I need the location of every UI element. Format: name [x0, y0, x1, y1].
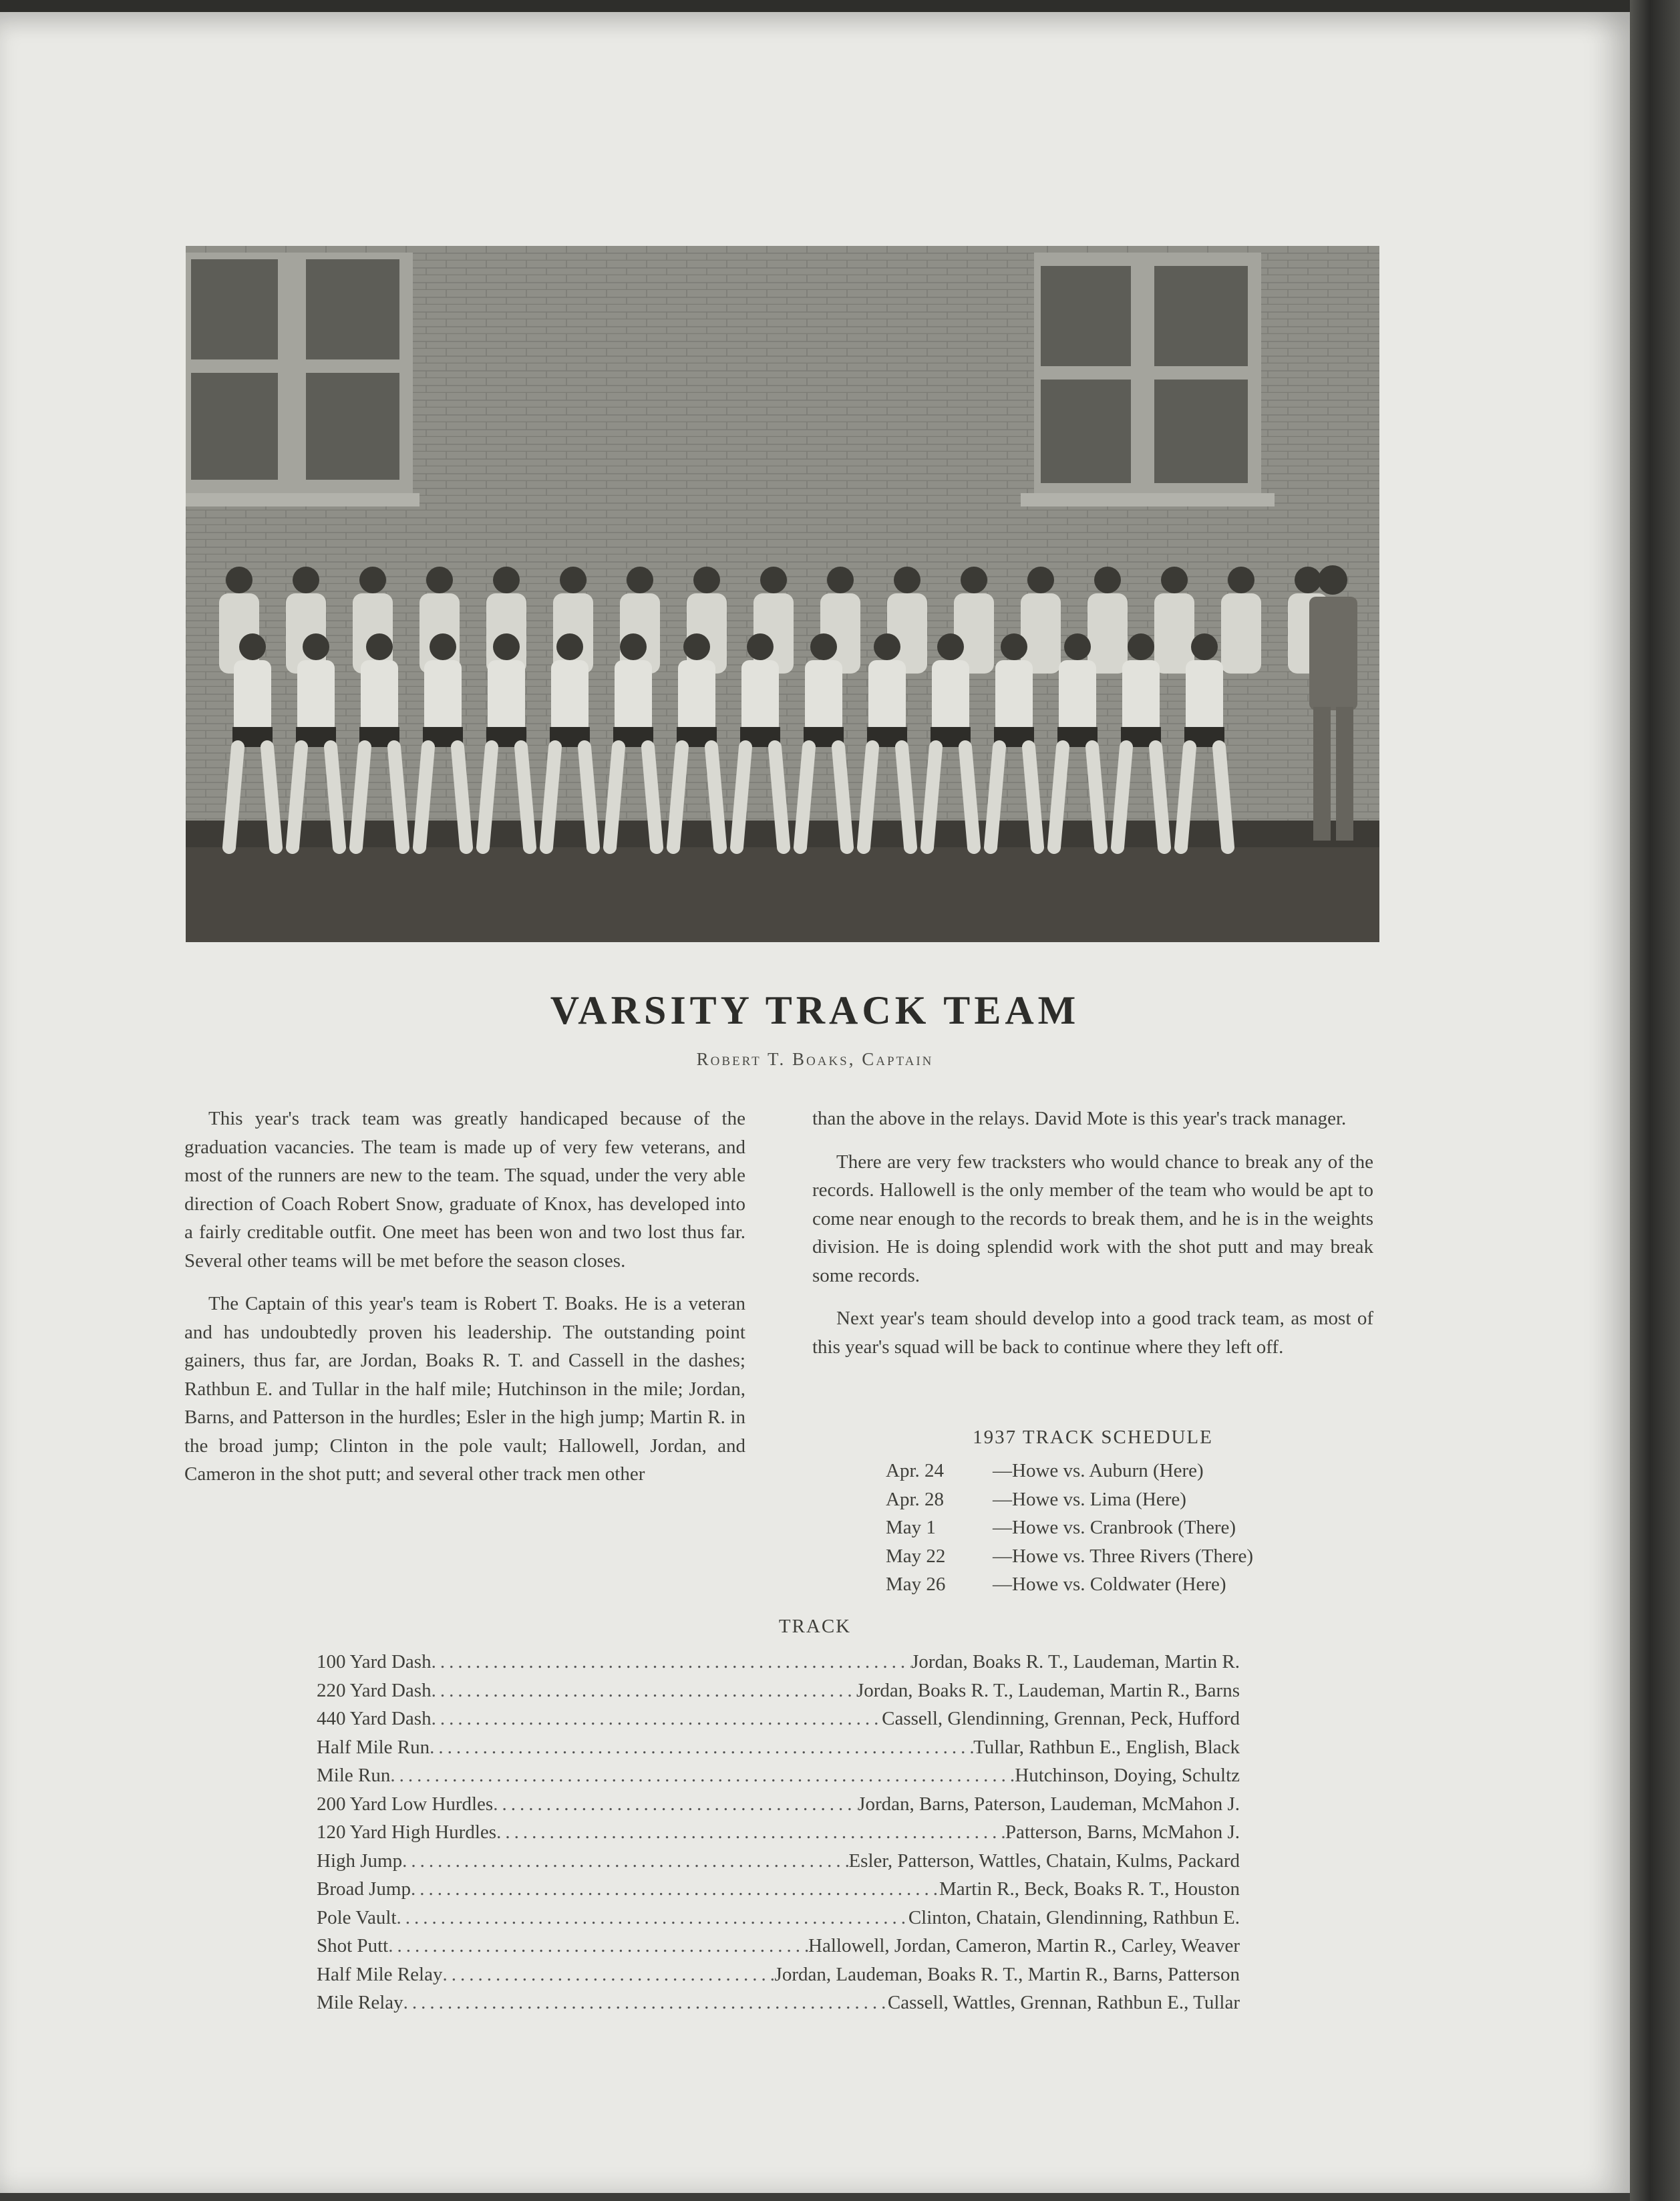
left-column: [184, 1105, 745, 1503]
track-event-row: [317, 1648, 1240, 1676]
track-event-row: [317, 1847, 1240, 1876]
right-column: [812, 1105, 1373, 1376]
track-event-row: [317, 1818, 1240, 1847]
page-subtitle: Robert T. Boaks, Captain: [696, 1049, 934, 1069]
track-event-row: [317, 1904, 1240, 1932]
leader-dots: [432, 1705, 882, 1733]
leader-dots: [402, 1847, 848, 1876]
schedule-event: Howe vs. Cranbrook (There): [1012, 1517, 1236, 1538]
track-event-row: [317, 1790, 1240, 1819]
schedule-list: [886, 1457, 1253, 1599]
schedule-date: May 22: [886, 1545, 946, 1567]
paragraph: There are very few tracksters who would chance to break any of the records. Hallowell is the only member of the team who would be apt to come near enough to the records to break them, and he is in the weights division. He is doing splendid work with the shot putt and may break some records.: [812, 1151, 1373, 1286]
track-event-row: [317, 1932, 1240, 1960]
schedule-date: Apr. 28: [886, 1488, 944, 1510]
team-photo-image: [186, 246, 1379, 942]
schedule-title: 1937 TRACK SCHEDULE: [973, 1427, 1213, 1448]
schedule-date: May 1: [886, 1517, 936, 1538]
team-photo: [186, 246, 1379, 942]
event-name: Half Mile Run: [317, 1736, 430, 1758]
track-event-row: [317, 1705, 1240, 1733]
yearbook-page: [0, 12, 1630, 2193]
event-name: Half Mile Relay: [317, 1963, 443, 1985]
event-athletes: Jordan, Boaks R. T., Laudeman, Martin R., Barns: [856, 1679, 1240, 1701]
schedule-event: Howe vs. Lima (Here): [1012, 1488, 1186, 1510]
page-title: VARSITY TRACK TEAM: [550, 988, 1080, 1032]
event-name: Shot Putt: [317, 1935, 389, 1956]
event-name: 100 Yard Dash: [317, 1651, 432, 1672]
schedule-item: May 22 —Howe vs. Three Rivers (There): [886, 1542, 1253, 1571]
leader-dots: [403, 1989, 888, 2017]
event-athletes: Jordan, Laudeman, Boaks R. T., Martin R., Barns, Patterson: [774, 1963, 1240, 1985]
schedule-item: Apr. 24 —Howe vs. Auburn (Here): [886, 1457, 1253, 1485]
event-athletes: Tullar, Rathbun E., English, Black: [973, 1736, 1240, 1758]
leader-dots: [388, 1932, 808, 1960]
leader-dots: [411, 1875, 939, 1904]
event-name: 440 Yard Dash: [317, 1708, 432, 1729]
paragraph: Next year's team should develop into a good track team, as most of this year's squad will be back to continue where they left off.: [812, 1308, 1373, 1358]
event-athletes: Clinton, Chatain, Glendinning, Rathbun E.: [908, 1906, 1240, 1928]
leader-dots: [390, 1761, 1015, 1790]
leader-dots: [496, 1818, 1005, 1847]
event-athletes: Hutchinson, Doying, Schultz: [1015, 1765, 1240, 1786]
schedule-item: Apr. 28 —Howe vs. Lima (Here): [886, 1485, 1253, 1514]
leader-dots: [442, 1960, 774, 1989]
event-name: High Jump: [317, 1850, 403, 1872]
event-name: Broad Jump: [317, 1878, 411, 1900]
track-event-row: [317, 1875, 1240, 1904]
track-title: TRACK: [778, 1616, 852, 1637]
top-edge: [0, 0, 1680, 12]
paragraph: The Captain of this year's team is Robert T. Boaks. He is a veteran and has undoubtedly proven his leadership. The outstanding point gainers, thus far, are Jordan, Boaks R. T. and Cassell in the dashes; Rathbun E. and Tullar in the half mile; Hutchinson in the mile; Jordan, Barns, and Patterson in the hurdles; Esler in the high jump; Martin R. in the broad jump; Clinton in the pole vault; Hallowell, Jordan, and Cameron in the shot putt; and several other track men other: [184, 1293, 745, 1485]
event-name: 220 Yard Dash: [317, 1679, 432, 1701]
leader-dots: [493, 1790, 858, 1819]
schedule-event: Howe vs. Three Rivers (There): [1012, 1545, 1254, 1567]
paragraph: than the above in the relays. David Mote is this year's track manager.: [812, 1108, 1347, 1129]
event-name: Mile Relay: [317, 1992, 403, 2013]
window-right: [1021, 253, 1275, 506]
schedule-event: Howe vs. Auburn (Here): [1012, 1460, 1204, 1481]
leader-dots: [432, 1676, 856, 1705]
event-athletes: Patterson, Barns, McMahon J.: [1005, 1821, 1240, 1843]
schedule-item: May 1 —Howe vs. Cranbrook (There): [886, 1513, 1253, 1542]
event-name: 120 Yard High Hurdles: [317, 1821, 497, 1843]
track-event-row: [317, 1676, 1240, 1705]
schedule-date: Apr. 24: [886, 1460, 944, 1481]
leader-dots: [397, 1904, 908, 1932]
event-name: 200 Yard Low Hurdles: [317, 1793, 494, 1815]
leader-dots: [430, 1733, 973, 1762]
window-left: [186, 253, 419, 506]
track-event-row: [317, 1989, 1240, 2017]
event-athletes: Cassell, Glendinning, Grennan, Peck, Hufford: [882, 1708, 1240, 1729]
leader-dots: [432, 1648, 912, 1676]
paragraph: This year's track team was greatly handicaped because of the graduation vacancies. The team is made up of very few veterans, and most of the runners are new to the team. The squad, under the very able direction of Coach Robert Snow, graduate of Knox, has developed into a fairly creditable outfit. One meet has been won and two lost thus far. Several other teams will be met before the season closes.: [184, 1108, 745, 1272]
event-athletes: Jordan, Barns, Paterson, Laudeman, McMahon J.: [858, 1793, 1240, 1815]
schedule-date: May 26: [886, 1574, 946, 1595]
schedule-item: May 26 —Howe vs. Coldwater (Here): [886, 1570, 1253, 1599]
event-name: Pole Vault: [317, 1906, 397, 1928]
track-events-list: [317, 1648, 1240, 2017]
event-athletes: Martin R., Beck, Boaks R. T., Houston: [939, 1878, 1240, 1900]
book-spine-edge: [1630, 0, 1680, 2201]
event-name: Mile Run: [317, 1765, 391, 1786]
schedule-event: Howe vs. Coldwater (Here): [1012, 1574, 1226, 1595]
track-event-row: [317, 1761, 1240, 1790]
track-event-row: [317, 1733, 1240, 1762]
event-athletes: Hallowell, Jordan, Cameron, Martin R., Carley, Weaver: [808, 1935, 1240, 1956]
event-athletes: Cassell, Wattles, Grennan, Rathbun E., Tullar: [887, 1992, 1240, 2013]
event-athletes: Jordan, Boaks R. T., Laudeman, Martin R.: [911, 1651, 1240, 1672]
track-event-row: [317, 1960, 1240, 1989]
event-athletes: Esler, Patterson, Wattles, Chatain, Kulms, Packard: [848, 1850, 1240, 1872]
